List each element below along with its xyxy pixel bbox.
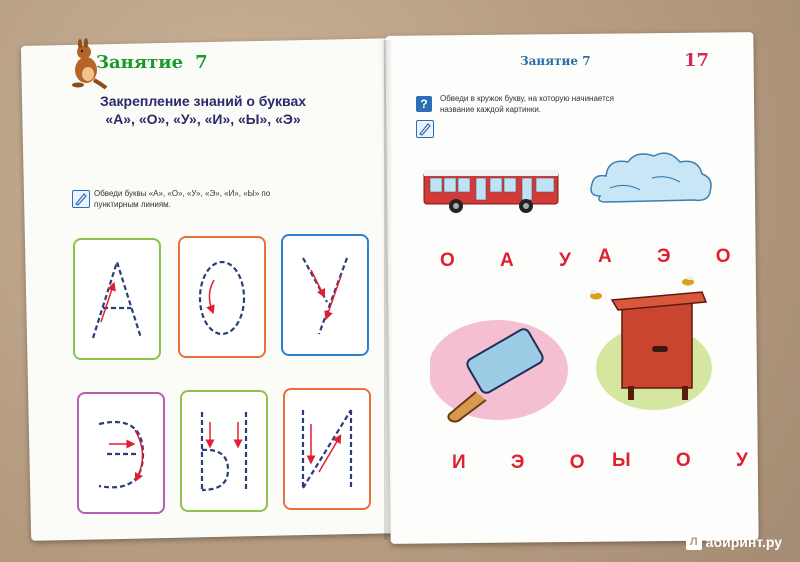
letter-card-i[interactable] [283,388,371,510]
letter-card-a[interactable] [73,238,161,360]
choice-letters-ice-cream[interactable]: И Э О [452,452,605,473]
letter-y-trace [182,392,266,510]
question-icon: ? [416,96,432,112]
left-task-instruction [94,188,270,210]
letter-card-e[interactable] [77,392,165,514]
watermark-text: абиринт.ру [705,534,782,550]
letter-card-o[interactable] [178,236,266,358]
cloud-picture [586,148,716,214]
letter-card-y[interactable] [180,390,268,512]
lesson-title: Занятие [96,52,184,73]
beehive-picture [584,268,714,416]
topic-title-line1: Закрепление знаний о буквах [99,93,307,109]
choice-letters-cloud[interactable]: А Э О [598,246,751,267]
right-task-instruction [440,93,710,115]
right-task-line1: Обведи в кружок букву, на которую начинается [440,94,615,103]
letter-u-trace [283,236,367,354]
bee-icon [590,290,602,300]
topic-title-line2: «А», «О», «У», «И», «Ы», «Э» [105,111,301,127]
lesson-header [96,52,208,73]
bus-picture [422,168,562,216]
topic-title [58,92,348,128]
left-task-line2: пунктирным линиям. [94,200,171,209]
right-task-line2: название каждой картинки. [440,105,542,114]
book-spine [384,40,398,540]
page-number: 17 [684,50,710,71]
pencil-task-icon-right [416,120,434,138]
letter-a-trace [75,240,159,358]
right-page-header: Занятие 7 [520,54,591,68]
watermark-badge: Л [686,534,702,550]
choice-letters-bus[interactable]: О А У [440,250,591,271]
bee-icon [682,276,694,286]
letter-i-trace [285,390,369,508]
letter-card-u[interactable] [281,234,369,356]
lesson-number: 7 [195,52,208,73]
left-task-line1: Обведи буквы «А», «О», «У», «Э», «И», «Ы» по [94,189,271,198]
choice-letters-beehive[interactable]: Ы О У [612,450,768,471]
letter-o-trace [180,238,264,356]
ice-cream-picture [430,312,580,430]
letter-e-trace [79,394,163,512]
watermark [686,534,782,550]
pencil-task-icon [72,190,90,208]
